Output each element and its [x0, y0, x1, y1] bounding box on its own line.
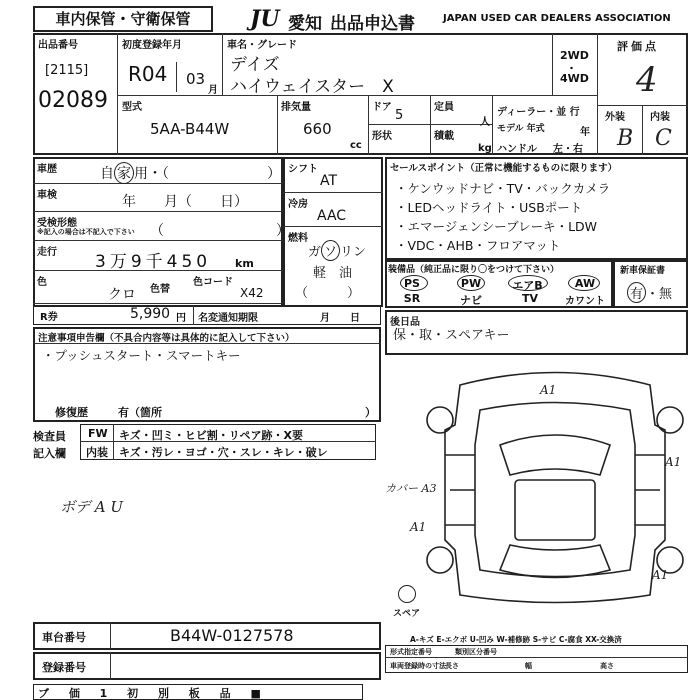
interior-row-label: 内装	[86, 446, 108, 459]
equip-aw: AW	[574, 277, 596, 290]
equip-circle-ps	[400, 275, 428, 291]
load-label: 積載	[434, 131, 454, 142]
sales-point-2: ・LEDヘッドライト・USBポート	[395, 200, 583, 215]
handwritten-body-note: ボデ A U	[60, 498, 124, 516]
equip-navi: ナビ	[460, 294, 482, 307]
shape-change-label: 形式指定番号	[390, 648, 432, 656]
fuel-other: （ ）	[295, 286, 361, 301]
displacement-value: 660	[303, 120, 332, 138]
inspection-value: 年 月（ 日）	[122, 194, 248, 210]
history-label: 車歴	[37, 164, 57, 175]
model-year-label: モデル 年式	[497, 124, 545, 134]
mileage-label: 走行	[37, 247, 57, 258]
year-unit: 年	[580, 127, 590, 138]
shape-label: 形状	[372, 131, 392, 142]
month-unit: 月	[208, 85, 218, 96]
lot-sub: [2115]	[45, 63, 89, 78]
inspector-label: 検査員	[33, 430, 66, 443]
exterior-score: B	[617, 126, 634, 151]
name-change-label: 名変通知期限	[198, 313, 258, 324]
mileage-value: 3万9千450	[95, 252, 212, 272]
interior-items: キズ・汚レ・ヨゴ・穴・スレ・キレ・破レ	[119, 446, 328, 459]
history-value: 自 家 用・（ ）	[100, 162, 281, 184]
repair-history-value: 有（箇所	[118, 406, 162, 419]
sales-point-3: ・エマージェンシーブレーキ・LDW	[395, 219, 598, 234]
exterior-label: 外装	[605, 112, 625, 123]
damage-legend: A-キズ E-エクボ U-凹み W-補修跡 S-サビ C-腐食 XX-交換済	[410, 635, 622, 644]
car-name: デイズ	[230, 55, 280, 75]
length-label: 長さ	[445, 662, 459, 670]
inspection-label: 車検	[37, 190, 57, 201]
type-no-label: 類別区分番号	[455, 648, 497, 656]
registration-label: 登録番号	[42, 661, 86, 674]
first-reg-month: 03	[186, 70, 206, 88]
equip-ps: PS	[404, 277, 420, 290]
damage-cover-a3: カバー A3	[385, 482, 437, 495]
recycle-value: 5,990	[130, 306, 171, 322]
spare-label: スペア	[393, 609, 421, 619]
lot-label: 出品番号	[38, 40, 78, 51]
equip-circle-pw	[457, 275, 485, 291]
drive-4wd: 4WD	[560, 72, 589, 85]
model-value: 5AA-B44W	[150, 120, 230, 138]
name-change-value: 月 日	[320, 313, 360, 324]
lot-number: 02089	[38, 88, 108, 113]
km-unit: km	[235, 257, 254, 270]
doors-value: 5	[395, 108, 404, 123]
color-value: クロ	[108, 287, 136, 303]
recycle-label: R券	[40, 312, 58, 323]
height-label: 高さ	[600, 662, 614, 670]
inspection-type-label: 受検形態	[37, 218, 77, 229]
dims-label: 車両登録時の寸法	[390, 662, 446, 670]
drive-dot: ・	[566, 62, 577, 75]
new-cert-value: 有 ・無	[627, 282, 672, 303]
fw-items: キズ・凹ミ・ヒビ割・リペア跡・X要	[119, 429, 304, 442]
inspection-type-value: （ ）	[150, 223, 290, 239]
chassis-value: B44W-0127578	[170, 626, 294, 645]
equip-circle-aw	[568, 275, 600, 291]
yen-unit: 円	[176, 313, 186, 324]
notes-item: ・プッシュスタート・スマートキー	[42, 348, 241, 363]
equip-airbag: エアB	[512, 279, 543, 292]
kg-unit: kg	[478, 143, 492, 154]
storage-title: 車内保管・守衛保管	[55, 10, 191, 28]
supplement-label: 後日品	[390, 317, 420, 328]
drive-2wd: 2WD	[560, 49, 589, 62]
capacity-label: 定員	[434, 102, 454, 113]
handle-label: ハンドル	[497, 144, 537, 155]
repair-history-close: ）	[365, 406, 376, 419]
sales-point-1: ・ケンウッドナビ・TV・バックカメラ	[395, 181, 611, 196]
interior-score: C	[655, 126, 672, 151]
first-reg-year: R04	[128, 62, 168, 86]
document-title: 出品申込書	[330, 14, 415, 34]
interior-label: 内装	[650, 112, 670, 123]
car-label: 車名・グレード	[227, 40, 297, 51]
model-label: 型式	[122, 102, 142, 113]
fw-label: FW	[88, 427, 108, 440]
sales-points-label: セールスポイント（正常に機能するものに限ります）	[390, 163, 618, 174]
equip-pw: PW	[460, 277, 482, 290]
person-unit: 人	[480, 117, 490, 128]
displacement-label: 排気量	[281, 102, 311, 113]
dealer-label: ディーラー・並 行	[497, 107, 580, 118]
storage-title-box	[33, 6, 213, 32]
ac-label: 冷房	[288, 199, 308, 210]
brand-region: 愛知	[288, 14, 322, 34]
bottom-strip-label: ブ 価 1 初 別 板 品 ■	[38, 687, 269, 700]
equip-circle-airbag	[508, 275, 548, 291]
cc-unit: cc	[350, 140, 362, 151]
repair-history-label: 修復歴	[55, 406, 88, 419]
inspection-type-note: ※記入の場合は不記入で下さい	[37, 228, 135, 236]
notes-label: 注意事項申告欄（不具合内容等は具体的に記入して下さい）	[38, 333, 295, 344]
damage-a1-rear: A1	[652, 568, 669, 582]
equip-sr: SR	[403, 292, 421, 305]
supplement-value: 保・取・スペアキー	[393, 328, 510, 343]
sales-point-4: ・VDC・AHB・フロアマット	[395, 238, 561, 253]
car-grade: ハイウェイスター X	[230, 77, 394, 97]
color-code-value: X42	[240, 286, 264, 300]
spare-tire-icon	[398, 585, 416, 603]
color-code-label: 色コード	[193, 277, 233, 288]
doors-label: ドア	[372, 102, 392, 113]
equip-counter: カワント	[565, 296, 605, 307]
damage-a1-roof: A1	[540, 383, 557, 397]
first-reg-label: 初度登録年月	[122, 40, 182, 51]
color-label: 色	[37, 277, 47, 288]
handle-value: 左・右	[553, 144, 583, 155]
ac-value: AAC	[317, 208, 347, 224]
new-cert-label: 新車保証書	[620, 266, 666, 276]
inspector-label-2: 記入欄	[33, 447, 66, 460]
width-label: 幅	[525, 662, 532, 670]
chassis-label: 車台番号	[42, 631, 86, 644]
equipment-label: 装備品（純正品に限り〇をつけて下さい）	[388, 265, 560, 275]
shift-value: AT	[320, 173, 338, 189]
fuel-gas: ガ ソ リン	[308, 240, 366, 261]
equip-tv: TV	[521, 292, 539, 305]
fuel-label: 燃料	[288, 233, 308, 244]
damage-a1-left: A1	[410, 520, 427, 534]
shift-label: シフト	[288, 164, 318, 175]
fuel-diesel: 軽 油	[313, 266, 353, 281]
color-change-label: 色替	[150, 284, 170, 295]
score-label: 評価点	[617, 40, 659, 53]
damage-a1-right: A1	[665, 455, 682, 469]
association-name: JAPAN USED CAR DEALERS ASSOCIATION	[443, 13, 671, 24]
score-value: 4	[636, 60, 658, 100]
ju-logo: JU	[250, 6, 280, 32]
